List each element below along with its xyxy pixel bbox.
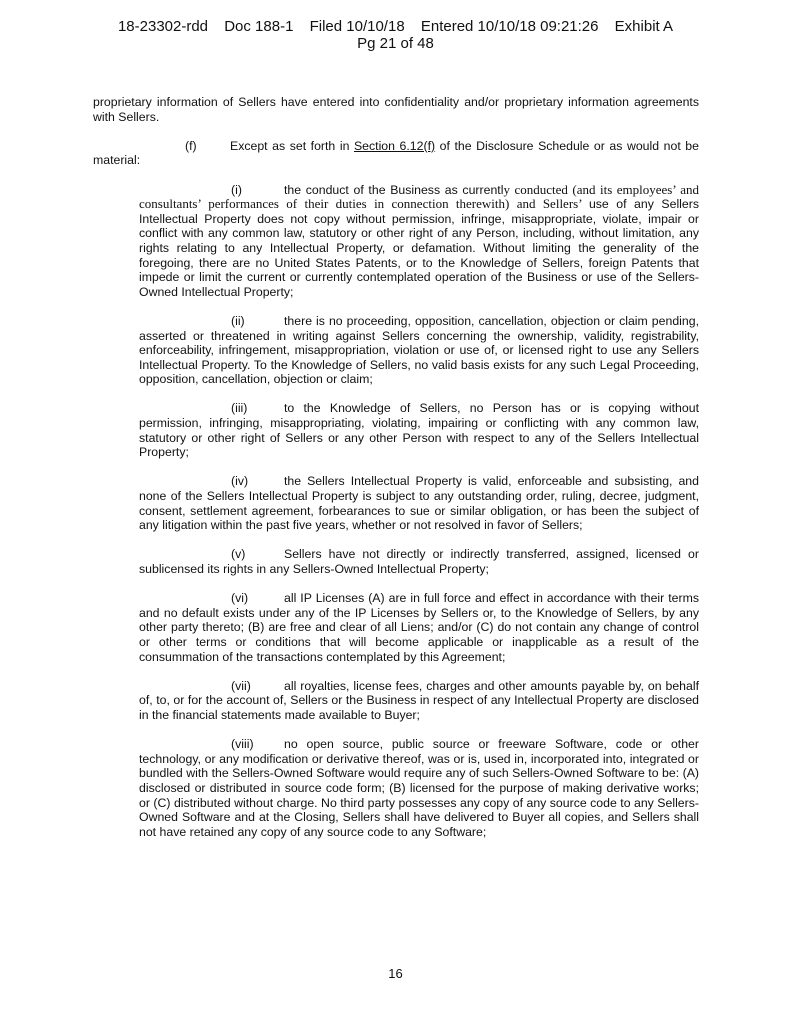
item-label: (vii): [231, 678, 251, 693]
page-count: Pg 21 of 48: [357, 35, 434, 52]
filed-date: Filed 10/10/18: [309, 18, 405, 35]
document-body: [93, 95, 699, 854]
item-text: there is no proceeding, opposition, cancellation, objection or claim pending, asserted or threatened in writing against Sellers concerning the ownership, validity, registrability, enforceability, infringement, misappropriation, violation or use of, or licensed right to use any Sellers Intellectual Property. To the Knowledge of Sellers, no valid basis exists for any such Legal Proceeding, opposition, cancellation, objection or claim;: [139, 313, 699, 387]
section-f-label: (f): [185, 138, 197, 153]
item-label: (iii): [231, 401, 248, 416]
item-viii: [139, 737, 699, 839]
item-text-a: the conduct of the Business as currentl: [284, 182, 504, 197]
item-text-c: use of any Sellers Intellectual Property does not copy without permission, infringe, misappropriate, violate, impair or conflict with any common law, statutory or other right of any Person, including, without limitation, any rights relating to any Intellectual Property, or defamation. Without limiting the generality of the foregoing, there are no United States Patents, or to the Knowledge of Sellers, foreign Patents that impede or limit the current or currently contemplated operation of the Business or use of the Sellers-Owned Intellectual Property;: [139, 197, 699, 299]
court-filing-header: [0, 18, 791, 52]
item-text-b: y conducted (and its employees’ and consultants’ performances of their duties in connection therewith) and Sellers’: [139, 181, 699, 212]
item-text: all IP Licenses (A) are in full force and effect in accordance with their terms and no default exists under any of the IP Licenses by Sellers or, to the Knowledge of Sellers, by any other party thereto; (B) are free and clear of all Liens; and/or (C) do not contain any change of control or other terms or conditions that will become applicable or inapplicable as a result of the consummation of the transactions contemplated by this Agreement;: [139, 591, 699, 664]
item-i: [139, 183, 699, 300]
item-vi: [139, 591, 699, 664]
intro-paragraph: proprietary information of Sellers have entered into confidentiality and/or proprietary information agreements with Sellers.: [93, 95, 699, 124]
item-text: Sellers have not directly or indirectly transferred, assigned, licensed or sublicensed its rights in any Sellers-Owned Intellectual Property;: [139, 547, 699, 576]
item-label: (iv): [231, 474, 249, 489]
item-label: (v): [231, 547, 246, 562]
item-vii: [139, 679, 699, 723]
item-label: (vi): [231, 591, 249, 606]
item-label: (i): [231, 182, 242, 197]
item-ii: [139, 314, 699, 387]
exhibit-label: Exhibit A: [614, 18, 674, 35]
item-label: (ii): [231, 313, 245, 328]
item-text: the Sellers Intellectual Property is valid, enforceable and subsisting, and none of the Sellers Intellectual Property is subject to any outstanding order, ruling, decree, judgment, consent, settlement agreement, forbearances to sue or similar obligation, or has been the subject of any litigation within the past five years, whether or not resolved in favor of Sellers;: [139, 474, 699, 533]
page-number: 16: [388, 966, 403, 981]
item-v: [139, 547, 699, 576]
section-f-paragraph: [93, 139, 699, 168]
item-text: no open source, public source or freeware Software, code or other technology, or any modification or derivative thereof, was or is, used in, incorporated into, integrated or bundled with the Sellers-Owned Software would require any of such Sellers-Owned Software to be: (A) disclosed or distributed in source code form; (B) licensed for the purpose of making derivative works; or (C) distributed without charge. No third party possesses any copy of any source code to any Sellers-Owned Software and at the Closing, Sellers shall have delivered to Buyer all copies, and Sellers shall not have retained any copy of any source code to any Software;: [139, 737, 699, 839]
item-label: (viii): [231, 737, 254, 752]
case-number: 18-23302-rdd: [117, 18, 209, 35]
item-text: all royalties, license fees, charges and other amounts payable by, on behalf of, to, or for the account of, Sellers or the Business in respect of any Intellectual Property are disclosed in the financial statements made available to Buyer;: [139, 678, 699, 722]
section-f-pre: Except as set forth in: [230, 138, 354, 153]
entered-date: Entered 10/10/18 09:21:26: [420, 18, 599, 35]
section-reference-link: Section 6.12(f): [353, 138, 436, 153]
item-iv: [139, 474, 699, 532]
item-text: to the Knowledge of Sellers, no Person has or is copying without permission, infringing, misappropriating, violating, impairing or conflicting with any common law, statutory or other right of Sellers or any other Person with respect to any of the Sellers Intellectual Property;: [139, 401, 699, 460]
doc-number: Doc 188-1: [224, 18, 294, 35]
section-f-post: of the Disclosure Schedule or as would not be material:: [93, 138, 699, 168]
item-iii: [139, 401, 699, 459]
